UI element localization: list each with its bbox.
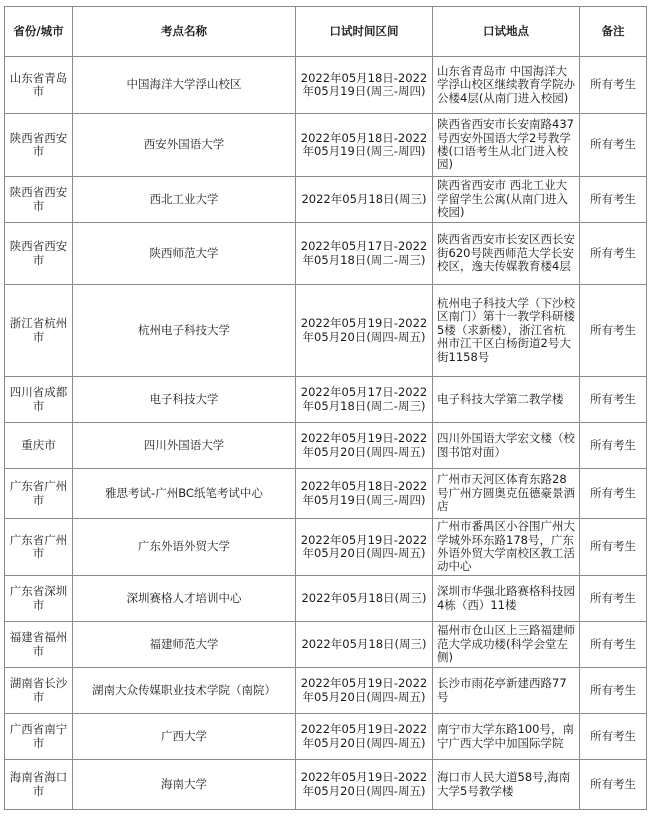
time-cell: 2022年05月17日-2022年05月18日(周二-周三)	[296, 223, 433, 285]
province-cell: 海南省海口市	[5, 760, 73, 810]
venue-cell: 中国海洋大学浮山校区	[73, 57, 296, 114]
time-cell: 2022年05月18日-2022年05月19日(周三-周四)	[296, 114, 433, 177]
province-cell: 重庆市	[5, 423, 73, 469]
table-row	[5, 760, 647, 810]
venue-cell: 四川外国语大学	[73, 423, 296, 469]
location-cell: 深圳市华强北路赛格科技园4栋（西）11楼	[433, 576, 580, 622]
province-cell: 广西省南宁市	[5, 714, 73, 760]
location-cell: 陕西省西安市 西北工业大学留学生公寓(从南门进入校园)	[433, 177, 580, 223]
table-row	[5, 714, 647, 760]
location-cell: 福州市仓山区上三路福建师范大学成功楼(科学会堂左侧)	[433, 622, 580, 668]
header-province: 省份/城市	[5, 7, 73, 57]
header-location: 口试地点	[433, 7, 580, 57]
province-cell: 广东省广州市	[5, 519, 73, 576]
venue-cell: 西北工业大学	[73, 177, 296, 223]
note-cell: 所有考生	[580, 285, 647, 377]
table-row	[5, 377, 647, 423]
note-cell: 所有考生	[580, 714, 647, 760]
time-cell: 2022年05月19日-2022年05月20日(周四-周五)	[296, 668, 433, 714]
note-cell: 所有考生	[580, 223, 647, 285]
note-cell: 所有考生	[580, 57, 647, 114]
table-row	[5, 114, 647, 177]
note-cell: 所有考生	[580, 519, 647, 576]
location-cell: 杭州电子科技大学（下沙校区南门）第十一教学科研楼5楼（求新楼），浙江省杭州市江干区白杨街道2号大街1158号	[433, 285, 580, 377]
table-row	[5, 668, 647, 714]
province-cell: 浙江省杭州市	[5, 285, 73, 377]
venue-cell: 杭州电子科技大学	[73, 285, 296, 377]
location-cell: 广州市番禺区小谷围广州大学城外环东路178号，广东外语外贸大学南校区教工活动中心	[433, 519, 580, 576]
location-cell: 广州市天河区体育东路28号广州方圆奥克伍德豪景酒店	[433, 469, 580, 519]
venue-cell: 湖南大众传媒职业技术学院（南院）	[73, 668, 296, 714]
header-venue: 考点名称	[73, 7, 296, 57]
venue-cell: 福建师范大学	[73, 622, 296, 668]
location-cell: 南宁市大学东路100号，南宁广西大学中加国际学院	[433, 714, 580, 760]
venue-cell: 陕西师范大学	[73, 223, 296, 285]
province-cell: 陕西省西安市	[5, 114, 73, 177]
table-row	[5, 177, 647, 223]
note-cell: 所有考生	[580, 377, 647, 423]
venue-cell: 海南大学	[73, 760, 296, 810]
note-cell: 所有考生	[580, 177, 647, 223]
time-cell: 2022年05月18日-2022年05月19日(周三-周四)	[296, 469, 433, 519]
time-cell: 2022年05月18日-2022年05月19日(周三-周四)	[296, 57, 433, 114]
location-cell: 四川外国语大学宏文楼（校图书馆对面）	[433, 423, 580, 469]
time-cell: 2022年05月19日-2022年05月20日(周四-周五)	[296, 519, 433, 576]
header-time: 口试时间区间	[296, 7, 433, 57]
location-cell: 长沙市雨花亭新建西路77号	[433, 668, 580, 714]
table-row	[5, 285, 647, 377]
table-row	[5, 223, 647, 285]
venue-cell: 广西大学	[73, 714, 296, 760]
province-cell: 陕西省西安市	[5, 223, 73, 285]
location-cell: 陕西省西安市长安区西长安街620号陕西师范大学长安校区，逸夫传媒教育楼4层	[433, 223, 580, 285]
time-cell: 2022年05月19日-2022年05月20日(周四-周五)	[296, 423, 433, 469]
table-row	[5, 519, 647, 576]
location-cell: 电子科技大学第二教学楼	[433, 377, 580, 423]
time-cell: 2022年05月18日(周三)	[296, 177, 433, 223]
table-row	[5, 576, 647, 622]
note-cell: 所有考生	[580, 576, 647, 622]
note-cell: 所有考生	[580, 668, 647, 714]
time-cell: 2022年05月19日-2022年05月20日(周四-周五)	[296, 760, 433, 810]
location-cell: 海口市人民大道58号,海南大学5号教学楼	[433, 760, 580, 810]
venue-cell: 西安外国语大学	[73, 114, 296, 177]
province-cell: 福建省福州市	[5, 622, 73, 668]
time-cell: 2022年05月18日(周三)	[296, 576, 433, 622]
time-cell: 2022年05月18日(周三)	[296, 622, 433, 668]
table-header-row	[5, 7, 647, 57]
province-cell: 广东省深圳市	[5, 576, 73, 622]
time-cell: 2022年05月19日-2022年05月20日(周四-周五)	[296, 714, 433, 760]
province-cell: 四川省成都市	[5, 377, 73, 423]
table-row	[5, 622, 647, 668]
venue-cell: 广东外语外贸大学	[73, 519, 296, 576]
province-cell: 广东省广州市	[5, 469, 73, 519]
province-cell: 山东省青岛市	[5, 57, 73, 114]
note-cell: 所有考生	[580, 469, 647, 519]
venue-cell: 雅思考试-广州BC纸笔考试中心	[73, 469, 296, 519]
time-cell: 2022年05月19日-2022年05月20日(周四-周五)	[296, 285, 433, 377]
note-cell: 所有考生	[580, 622, 647, 668]
table-row	[5, 423, 647, 469]
note-cell: 所有考生	[580, 114, 647, 177]
table-row	[5, 469, 647, 519]
exam-venue-table	[4, 6, 647, 810]
province-cell: 陕西省西安市	[5, 177, 73, 223]
table-row	[5, 57, 647, 114]
venue-cell: 深圳赛格人才培训中心	[73, 576, 296, 622]
time-cell: 2022年05月17日-2022年05月18日(周二-周三)	[296, 377, 433, 423]
note-cell: 所有考生	[580, 760, 647, 810]
header-note: 备注	[580, 7, 647, 57]
location-cell: 山东省青岛市 中国海洋大学浮山校区继续教育学院办公楼4层(从南门进入校园)	[433, 57, 580, 114]
location-cell: 陕西省西安市长安南路437号西安外国语大学2号教学楼(口语考生从北门进入校园)	[433, 114, 580, 177]
note-cell: 所有考生	[580, 423, 647, 469]
venue-cell: 电子科技大学	[73, 377, 296, 423]
province-cell: 湖南省长沙市	[5, 668, 73, 714]
